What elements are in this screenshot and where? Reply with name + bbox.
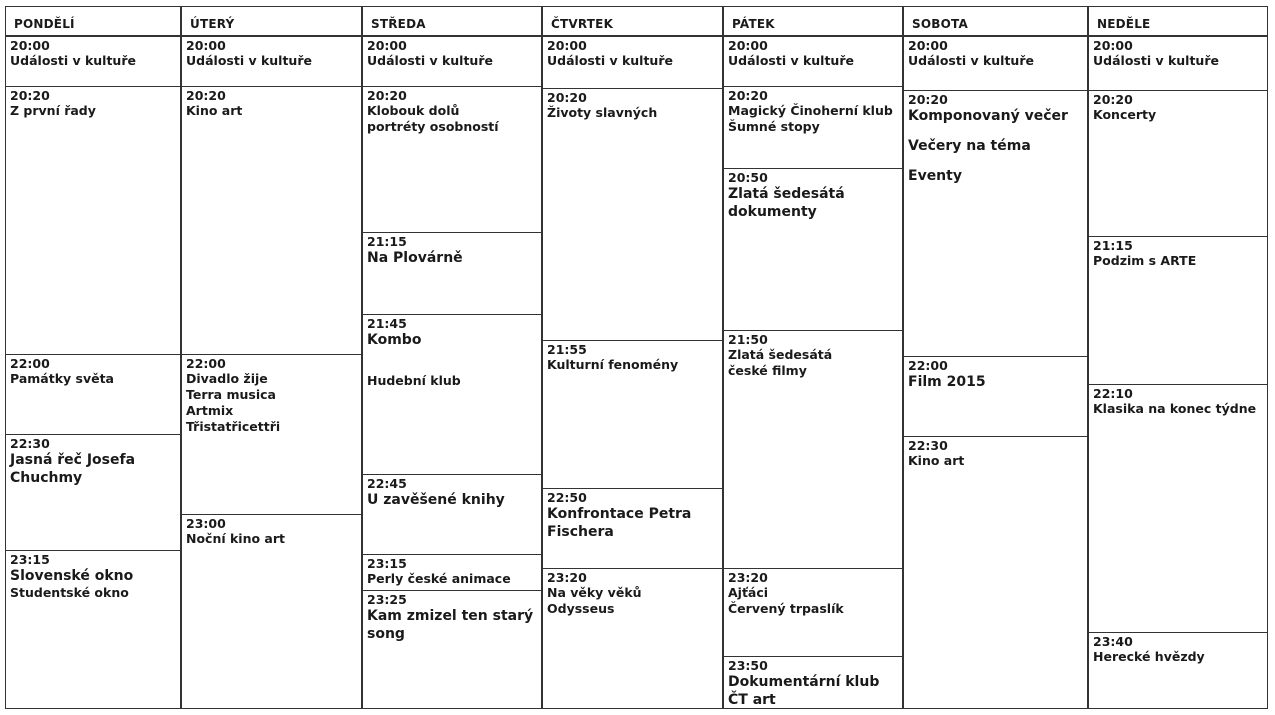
slot-time: 22:00 [10, 356, 50, 371]
program-title: Památky světa [10, 371, 114, 386]
schedule-slot [724, 656, 902, 709]
schedule-slot [904, 36, 1087, 90]
slot-time: 20:00 [728, 38, 768, 53]
slot-time: 23:40 [1093, 634, 1133, 649]
schedule-slot [182, 86, 361, 354]
program-title: Magický Činoherní klub [728, 103, 893, 118]
program-title: Večery na téma [908, 138, 1031, 154]
program-title: Události v kultuře [728, 53, 854, 68]
program-title: Klasika na konec týdne [1093, 401, 1257, 416]
slot-time: 20:00 [547, 38, 587, 53]
program-title: Červený trpaslík [728, 601, 844, 616]
slot-time: 20:20 [547, 90, 587, 105]
day-header-thursday: ČTVRTEK [542, 6, 723, 36]
program-title: Události v kultuře [186, 53, 312, 68]
slot-time: 22:10 [1093, 386, 1133, 401]
slot-time: 21:50 [728, 332, 768, 347]
program-title: Perly české animace [367, 571, 511, 586]
schedule-slot [724, 568, 902, 656]
slot-time: 20:00 [10, 38, 50, 53]
program-title: Film 2015 [908, 374, 986, 390]
slot-time: 23:15 [10, 552, 50, 567]
slot-time: 23:20 [547, 570, 587, 585]
schedule-slot [904, 436, 1087, 709]
schedule-slot [6, 550, 180, 709]
program-title: Na Plovárně [367, 250, 463, 266]
schedule-slot [543, 340, 722, 488]
program-title: Dokumentární klub ČT art [728, 674, 880, 708]
program-title: Události v kultuře [1093, 53, 1219, 68]
program-title: Ajťáci [728, 585, 769, 600]
day-header-saturday: SOBOTA [903, 6, 1088, 36]
program-title: Herecké hvězdy [1093, 649, 1205, 664]
program-title: Eventy [908, 168, 962, 184]
program-title: Terra musica [186, 387, 276, 402]
slot-time: 21:15 [1093, 238, 1133, 253]
program-title: Události v kultuře [547, 53, 673, 68]
schedule-slot [543, 488, 722, 568]
schedule-slot [363, 314, 541, 474]
program-title: Kombo [367, 332, 422, 348]
program-title: Šumné stopy [728, 119, 820, 134]
slot-time: 23:15 [367, 556, 407, 571]
slot-time: 20:20 [728, 88, 768, 103]
slot-time: 20:20 [10, 88, 50, 103]
day-column-thursday [542, 36, 723, 709]
program-title: Kino art [908, 453, 965, 468]
schedule-slot [363, 36, 541, 86]
schedule-slot [724, 86, 902, 168]
slot-time: 22:00 [908, 358, 948, 373]
slot-time: 23:25 [367, 592, 407, 607]
schedule-slot [1089, 384, 1267, 632]
slot-time: 21:45 [367, 316, 407, 331]
schedule-slot [724, 168, 902, 330]
schedule-slot [543, 36, 722, 88]
program-title: Kam zmizel ten starý song [367, 608, 534, 642]
day-column-friday [723, 36, 903, 709]
program-title: Třistatřicettři [186, 419, 281, 434]
schedule-slot [363, 86, 541, 232]
program-title: Zlatá šedesátá [728, 347, 833, 362]
program-title: Koncerty [1093, 107, 1157, 122]
schedule-slot [6, 354, 180, 434]
program-title: Na věky věků [547, 585, 642, 600]
slot-time: 20:20 [908, 92, 948, 107]
slot-time: 22:30 [908, 438, 948, 453]
slot-time: 20:00 [186, 38, 226, 53]
day-header-wednesday: STŘEDA [362, 6, 542, 36]
schedule-slot [182, 36, 361, 86]
schedule-slot [904, 90, 1087, 356]
program-title: Životy slavných [547, 105, 658, 120]
program-title: Odysseus [547, 601, 615, 616]
slot-time: 22:45 [367, 476, 407, 491]
schedule-slot [363, 474, 541, 554]
program-title: Podzim s ARTE [1093, 253, 1197, 268]
schedule-slot [6, 434, 180, 550]
slot-time: 21:15 [367, 234, 407, 249]
day-header-friday: PÁTEK [723, 6, 903, 36]
slot-time: 22:30 [10, 436, 50, 451]
program-title: U zavěšené knihy [367, 492, 505, 508]
program-title: Studentské okno [10, 585, 129, 600]
program-title: Zlatá šedesátá dokumenty [728, 186, 845, 220]
program-title: Kulturní fenomény [547, 357, 679, 372]
program-title: Hudební klub [367, 373, 461, 388]
program-title: portréty osobností [367, 119, 499, 134]
program-title: Klobouk dolů [367, 103, 460, 118]
program-title: Artmix [186, 403, 234, 418]
program-title: Divadlo žije [186, 371, 268, 386]
slot-time: 23:50 [728, 658, 768, 673]
day-column-saturday [903, 36, 1088, 709]
program-title: Komponovaný večer [908, 108, 1068, 124]
program-title: Kino art [186, 103, 243, 118]
slot-time: 20:20 [367, 88, 407, 103]
program-title: Konfrontace Petra Fischera [547, 506, 692, 540]
schedule-slot [182, 354, 361, 514]
slot-time: 23:00 [186, 516, 226, 531]
schedule-slot [6, 86, 180, 354]
program-title: Slovenské okno [10, 568, 134, 584]
day-column-sunday [1088, 36, 1268, 709]
schedule-slot [724, 330, 902, 568]
schedule-slot [363, 232, 541, 314]
program-title: Noční kino art [186, 531, 286, 546]
schedule-slot [363, 554, 541, 590]
slot-time: 20:50 [728, 170, 768, 185]
day-header-monday: PONDĚLÍ [5, 6, 181, 36]
day-column-wednesday [362, 36, 542, 709]
day-header-sunday: NEDĚLE [1088, 6, 1268, 36]
schedule-slot [724, 36, 902, 86]
slot-time: 23:20 [728, 570, 768, 585]
slot-time: 20:00 [908, 38, 948, 53]
slot-time: 21:55 [547, 342, 587, 357]
schedule-slot [182, 514, 361, 709]
program-title: české filmy [728, 363, 807, 378]
program-title: Z první řady [10, 103, 96, 118]
slot-time: 20:20 [186, 88, 226, 103]
schedule-slot [904, 356, 1087, 436]
program-title: Jasná řeč Josefa Chuchmy [10, 452, 136, 486]
schedule-slot [1089, 90, 1267, 236]
schedule-slot [1089, 36, 1267, 90]
program-title: Události v kultuře [367, 53, 493, 68]
program-title: Události v kultuře [10, 53, 136, 68]
schedule-slot [1089, 632, 1267, 709]
schedule-slot [6, 36, 180, 86]
slot-time: 20:00 [367, 38, 407, 53]
day-header-tuesday: ÚTERÝ [181, 6, 362, 36]
day-column-monday [5, 36, 181, 709]
schedule-slot [1089, 236, 1267, 384]
slot-time: 20:00 [1093, 38, 1133, 53]
schedule-slot [363, 590, 541, 709]
program-title: Události v kultuře [908, 53, 1034, 68]
slot-time: 22:00 [186, 356, 226, 371]
schedule-slot [543, 88, 722, 340]
day-column-tuesday [181, 36, 362, 709]
schedule-slot [543, 568, 722, 709]
slot-time: 20:20 [1093, 92, 1133, 107]
slot-time: 22:50 [547, 490, 587, 505]
